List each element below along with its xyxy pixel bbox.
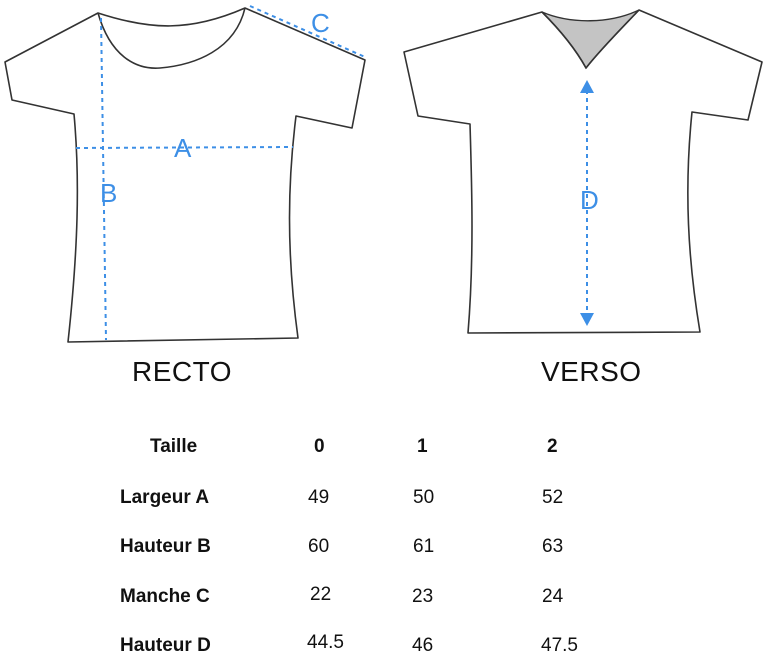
table-cell: 22 — [310, 584, 332, 605]
table-cell: 49 — [308, 487, 330, 508]
table-row-label: Hauteur B — [120, 536, 211, 557]
measure-c-label: C — [311, 8, 330, 38]
measure-a-label: A — [174, 133, 192, 163]
table-cell: 50 — [413, 487, 435, 508]
verso-label: VERSO — [541, 356, 642, 387]
table-header-size: 1 — [417, 436, 428, 457]
measure-d-arrow-top — [580, 80, 594, 93]
measure-c-line — [250, 6, 365, 57]
table-cell: 24 — [542, 586, 564, 607]
table-cell: 23 — [412, 586, 434, 607]
table-cell: 60 — [308, 536, 330, 557]
measure-d-arrow-bottom — [580, 313, 594, 326]
table-row-label: Manche C — [120, 586, 210, 607]
measure-b-label: B — [100, 178, 118, 208]
table-row-label: Hauteur D — [120, 635, 211, 656]
table-header-size: 0 — [314, 436, 325, 457]
recto-label: RECTO — [132, 356, 232, 387]
table-cell: 52 — [542, 487, 564, 508]
table-cell: 61 — [413, 536, 435, 557]
table-cell: 47.5 — [541, 635, 578, 656]
table-header-label: Taille — [150, 436, 198, 457]
verso-neckline — [542, 10, 639, 68]
table-row-label: Largeur A — [120, 487, 210, 508]
recto-shirt — [5, 6, 365, 342]
table-cell: 46 — [412, 635, 434, 656]
recto-outline — [5, 8, 365, 342]
verso-shirt — [404, 10, 762, 333]
measure-d-label: D — [580, 185, 599, 215]
table-cell: 63 — [542, 536, 564, 557]
table-cell: 44.5 — [307, 632, 344, 653]
table-header-size: 2 — [547, 436, 558, 457]
